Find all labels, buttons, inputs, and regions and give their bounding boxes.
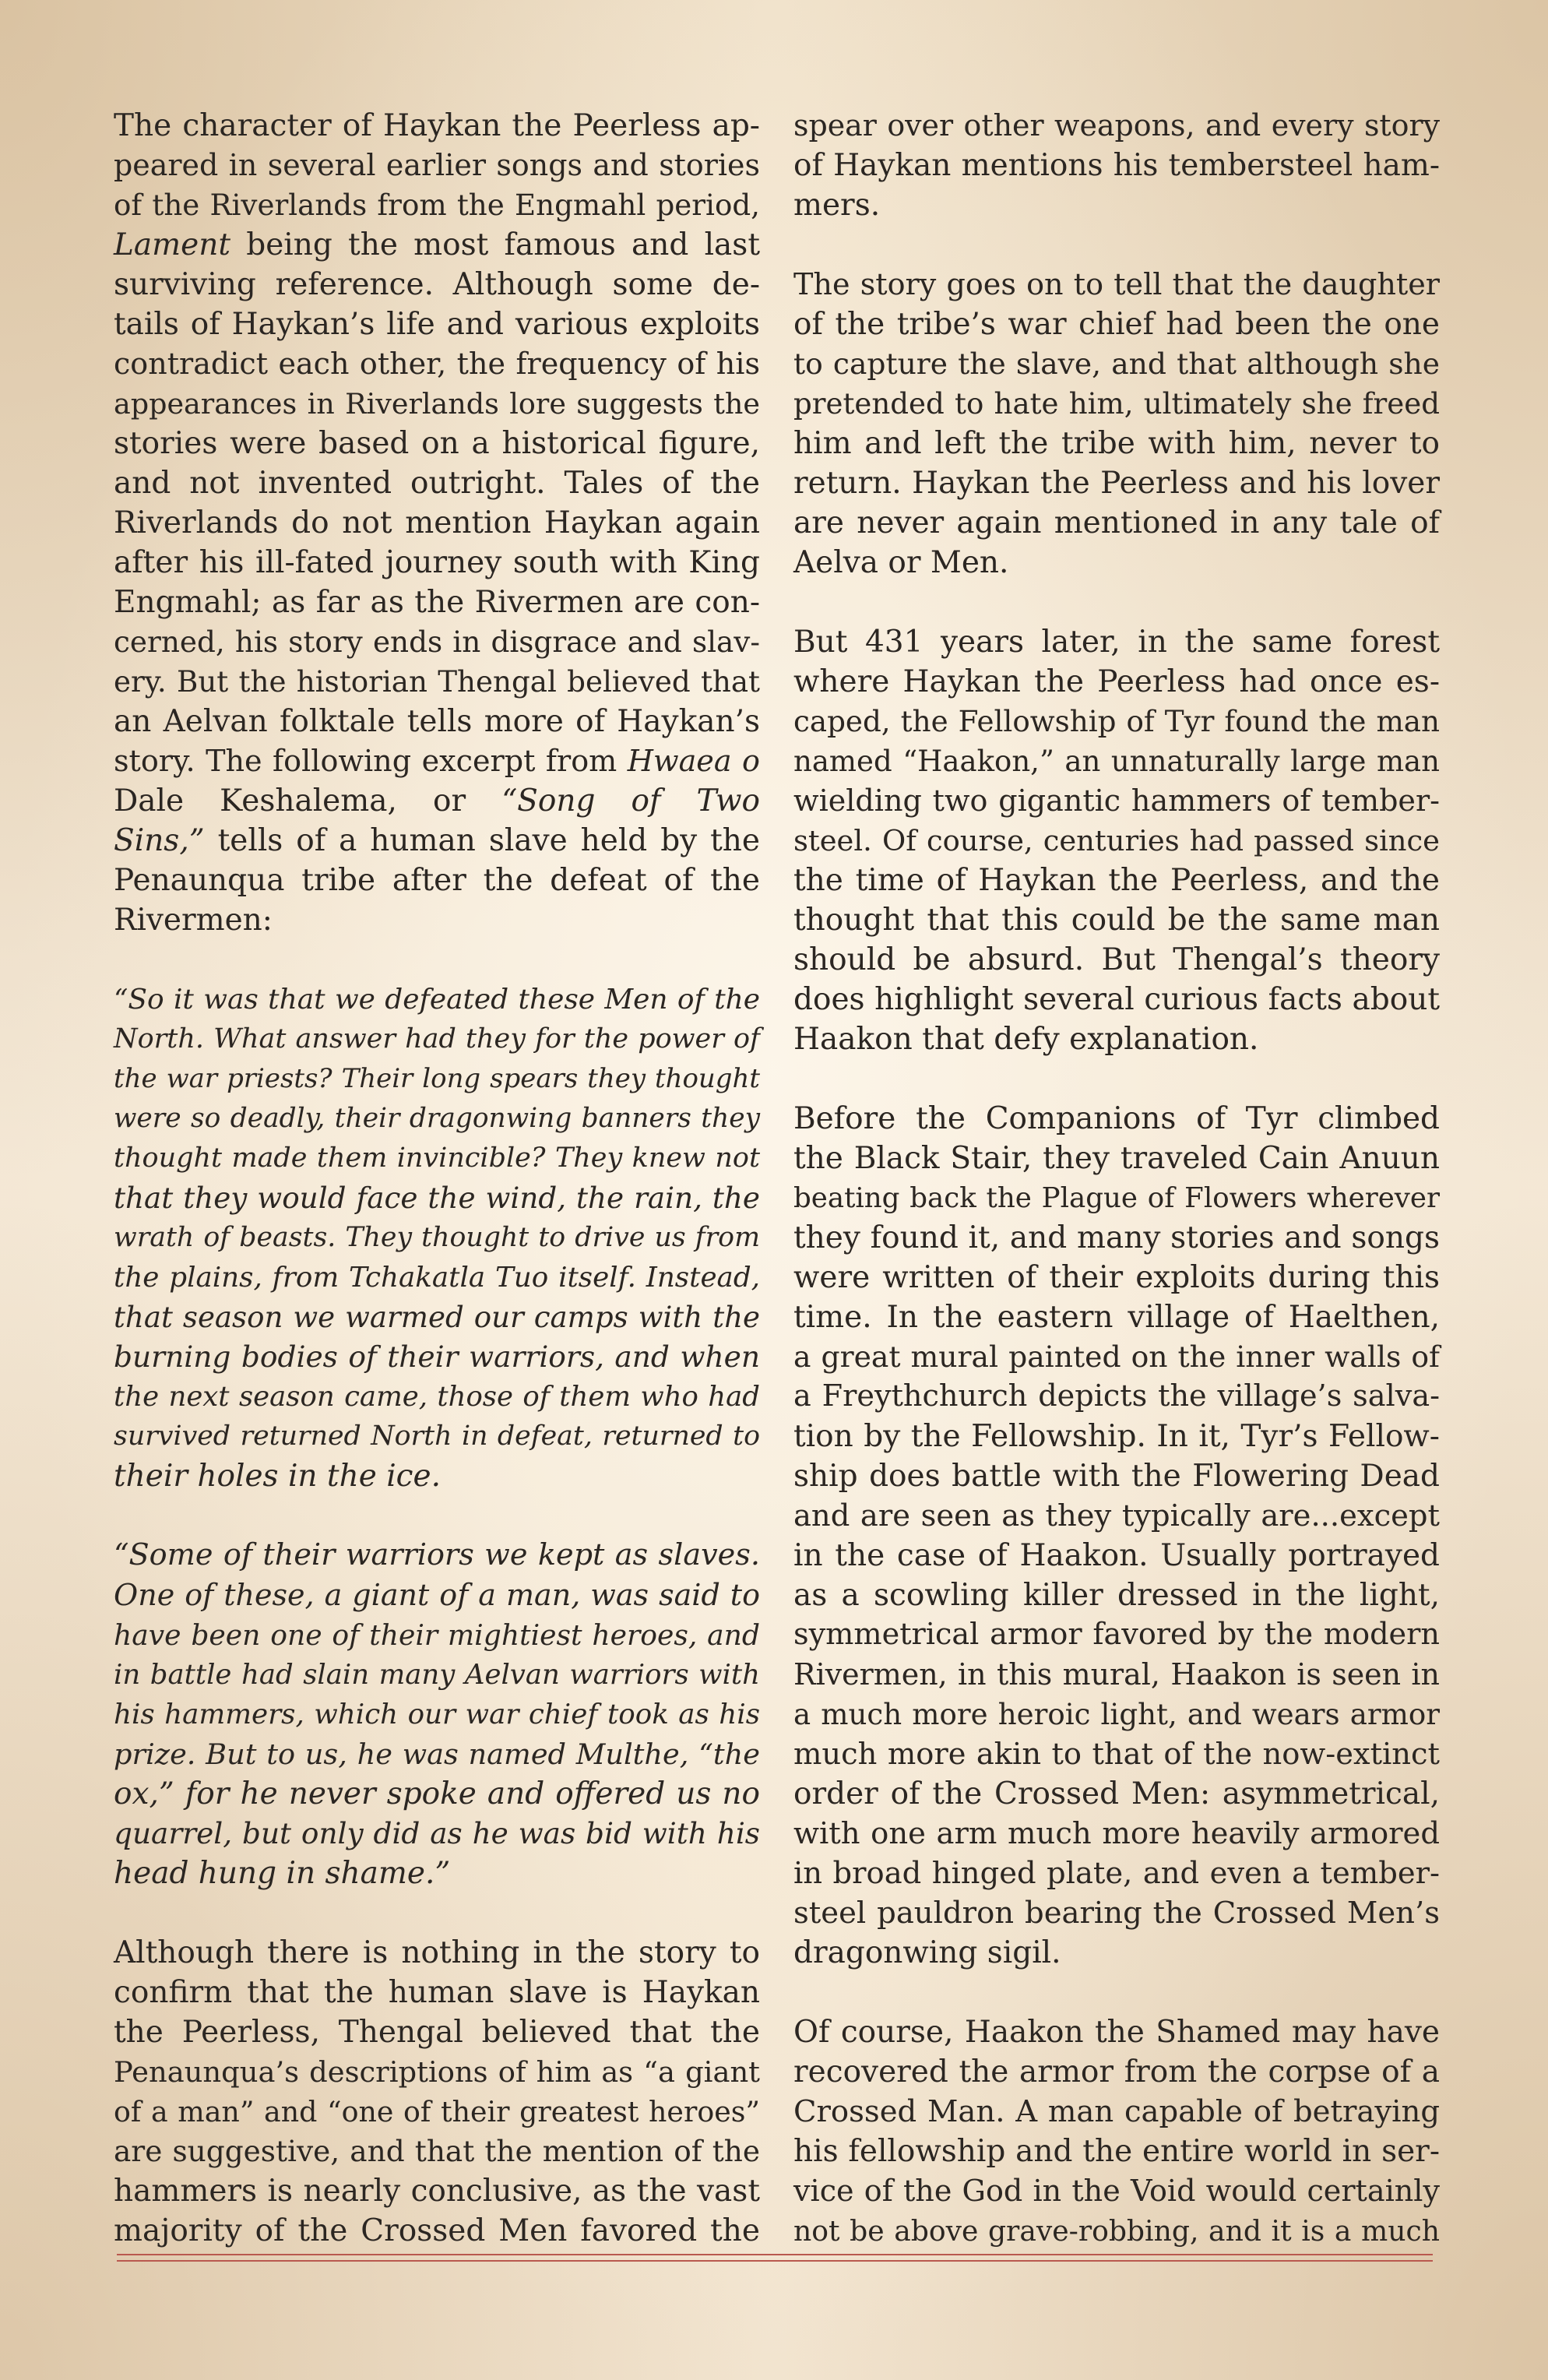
text-line: a Freythchurch depicts the village’s salva- bbox=[793, 1379, 1440, 1414]
text-line: were so deadly, their dragonwing banners they bbox=[114, 1103, 760, 1134]
text-line: survived returned North in defeat, returned to bbox=[114, 1421, 760, 1452]
text-line: Penaunqua’s descriptions of him as “a giant bbox=[114, 2055, 760, 2089]
text-line: the next season came, those of them who had bbox=[114, 1381, 760, 1413]
text-line: “Some of their warriors we kept as slaves. bbox=[114, 1538, 760, 1572]
text-line: peared in several earlier songs and stories bbox=[114, 148, 760, 182]
text-line: Engmahl; as far as the Rivermen are con- bbox=[114, 585, 760, 620]
text-line: pretended to hate him, ultimately she freed bbox=[793, 387, 1440, 421]
text-line: are suggestive, and that the mention of the bbox=[114, 2134, 760, 2168]
text-line: story. The following excerpt from Hwaea o bbox=[114, 744, 760, 778]
text-line: head hung in shame.” bbox=[114, 1856, 451, 1891]
text-line: Haakon that defy explanation. bbox=[793, 1022, 1259, 1057]
text-line: to capture the slave, and that although she bbox=[793, 347, 1440, 381]
text-line: and not invented outright. Tales of the bbox=[114, 466, 760, 501]
text-line: thought made them invincible? They knew not bbox=[114, 1142, 760, 1174]
text-line: where Haykan the Peerless had once es- bbox=[793, 664, 1440, 699]
text-line: Penaunqua tribe after the defeat of the bbox=[114, 863, 760, 898]
text-line: caped, the Fellowship of Tyr found the man bbox=[793, 704, 1440, 738]
text-line: the Peerless, Thengal believed that the bbox=[114, 2015, 760, 2050]
text-line: ery. But the historian Thengal believed that bbox=[114, 664, 760, 699]
text-line: the plains, from Tchakatla Tuo itself. Instead, bbox=[114, 1262, 760, 1294]
text-line: and are seen as they typically are...except bbox=[793, 1498, 1440, 1533]
text-line: of the Riverlands from the Engmahl period, bbox=[114, 188, 760, 222]
text-line: ox,” for he never spoke and offered us no bbox=[114, 1776, 760, 1811]
text-line: hammers is nearly conclusive, as the vast bbox=[114, 2174, 760, 2209]
text-line: tails of Haykan’s life and various exploits bbox=[114, 307, 760, 342]
text-line: Riverlands do not mention Haykan again bbox=[114, 505, 760, 540]
text-line: wrath of beasts. They thought to drive us from bbox=[114, 1222, 760, 1253]
text-line: have been one of their mightiest heroes, and bbox=[114, 1618, 760, 1652]
text-line: ship does battle with the Flowering Dead bbox=[793, 1459, 1440, 1494]
body-paragraph bbox=[793, 1099, 1440, 1973]
text-line: his fellowship and the entire world in ser- bbox=[793, 2134, 1440, 2169]
text-line: after his ill-fated journey south with King bbox=[114, 545, 760, 580]
text-line: North. What answer had they for the power of bbox=[114, 1023, 760, 1054]
text-line: steel. Of course, centuries had passed since bbox=[793, 824, 1440, 857]
text-line: quarrel, but only did as he was bid with his bbox=[114, 1816, 760, 1850]
text-line: One of these, a giant of a man, was said to bbox=[114, 1578, 760, 1612]
text-line: Rivermen, in this mural, Haakon is seen in bbox=[793, 1657, 1440, 1692]
text-line: of a man” and “one of their greatest heroes” bbox=[114, 2095, 760, 2128]
text-line: stories were based on a historical figure, bbox=[114, 426, 760, 461]
body-paragraph bbox=[793, 622, 1440, 1059]
block-quote bbox=[114, 980, 760, 1496]
text-line: are never again mentioned in any tale of bbox=[793, 505, 1440, 540]
text-line: him and left the tribe with him, never to bbox=[793, 426, 1440, 461]
text-line: return. Haykan the Peerless and his lover bbox=[793, 466, 1440, 501]
text-line: the war priests? Their long spears they thought bbox=[114, 1063, 760, 1094]
text-line: order of the Crossed Men: asymmetrical, bbox=[793, 1776, 1440, 1811]
text-line: his hammers, which our war chief took as his bbox=[114, 1699, 760, 1730]
body-paragraph bbox=[793, 265, 1440, 583]
text-line: Rivermen: bbox=[114, 903, 273, 938]
text-line: burning bodies of their warriors, and when bbox=[114, 1340, 760, 1374]
text-line: of the tribe’s war chief had been the one bbox=[793, 307, 1440, 342]
body-paragraph bbox=[114, 106, 760, 940]
text-line: they found it, and many stories and songs bbox=[793, 1220, 1440, 1255]
text-line: a great mural painted on the inner walls of bbox=[793, 1340, 1440, 1374]
text-line: tion by the Fellowship. In it, Tyr’s Fellow- bbox=[793, 1419, 1440, 1454]
text-line: recovered the armor from the corpse of a bbox=[793, 2054, 1440, 2090]
text-line: Of course, Haakon the Shamed may have bbox=[793, 2015, 1440, 2050]
text-line: not be above grave-robbing, and it is a much bbox=[793, 2214, 1440, 2248]
text-line: does highlight several curious facts about bbox=[793, 982, 1440, 1017]
text-line: vice of the God in the Void would certainly bbox=[793, 2174, 1440, 2208]
text-line: in the case of Haakon. Usually portrayed bbox=[793, 1538, 1440, 1573]
right-column bbox=[793, 106, 1440, 2290]
text-line: “So it was that we defeated these Men of the bbox=[114, 984, 760, 1016]
text-line: were written of their exploits during this bbox=[793, 1260, 1440, 1295]
left-column bbox=[114, 106, 760, 2290]
text-line: spear over other weapons, and every story bbox=[793, 108, 1440, 143]
body-paragraph bbox=[793, 2012, 1440, 2251]
text-line: But 431 years later, in the same forest bbox=[793, 625, 1440, 660]
text-line: much more akin to that of the now-extinct bbox=[793, 1737, 1440, 1772]
text-line: a much more heroic light, and wears armor bbox=[793, 1697, 1440, 1731]
text-line: of Haykan mentions his tembersteel ham- bbox=[793, 148, 1440, 183]
text-line: appearances in Riverlands lore suggests the bbox=[114, 387, 760, 421]
text-line: mers. bbox=[793, 188, 881, 223]
text-line: cerned, his story ends in disgrace and slav- bbox=[114, 625, 760, 659]
text-line: prize. But to us, he was named Multhe, “the bbox=[114, 1737, 760, 1771]
text-line: in broad hinged plate, and even a tember- bbox=[793, 1856, 1440, 1891]
text-line: Crossed Man. A man capable of betraying bbox=[793, 2094, 1440, 2129]
text-line: their holes in the ice. bbox=[114, 1459, 441, 1494]
text-line: beating back the Plague of Flowers wherever bbox=[793, 1182, 1440, 1214]
text-line: steel pauldron bearing the Crossed Men’s bbox=[793, 1896, 1440, 1931]
text-line: that season we warmed our camps with the bbox=[114, 1301, 760, 1334]
text-line: thought that this could be the same man bbox=[793, 903, 1440, 938]
text-line: surviving reference. Although some de- bbox=[114, 267, 760, 302]
text-line: confirm that the human slave is Haykan bbox=[114, 1975, 760, 2010]
text-line: an Aelvan folktale tells more of Haykan’s bbox=[114, 704, 760, 739]
text-line: The story goes on to tell that the daughter bbox=[793, 267, 1440, 301]
text-line: should be absurd. But Thengal’s theory bbox=[793, 942, 1440, 977]
text-line: Before the Companions of Tyr climbed bbox=[793, 1101, 1440, 1136]
text-line: named “Haakon,” an unnaturally large man bbox=[793, 745, 1440, 778]
footer-rule-top bbox=[117, 2254, 1433, 2255]
text-line: contradict each other, the frequency of his bbox=[114, 347, 760, 381]
text-line: with one arm much more heavily armored bbox=[793, 1816, 1440, 1851]
text-line: dragonwing sigil. bbox=[793, 1935, 1061, 1970]
text-line: time. In the eastern village of Haelthen, bbox=[793, 1300, 1440, 1335]
text-line: that they would face the wind, the rain, the bbox=[114, 1181, 760, 1215]
body-paragraph bbox=[793, 106, 1440, 225]
text-line: the Black Stair, they traveled Cain Anuun bbox=[793, 1141, 1440, 1176]
text-line: as a scowling killer dressed in the light, bbox=[793, 1578, 1440, 1613]
footer-rule-bottom bbox=[117, 2260, 1433, 2262]
text-line: Sins,” tells of a human slave held by the bbox=[114, 823, 760, 858]
text-line: Aelva or Men. bbox=[793, 545, 1009, 580]
text-line: Although there is nothing in the story to bbox=[114, 1935, 760, 1970]
body-paragraph bbox=[114, 1933, 760, 2251]
text-line: Lament being the most famous and last bbox=[114, 227, 760, 262]
text-line: the time of Haykan the Peerless, and the bbox=[793, 863, 1440, 898]
text-line: majority of the Crossed Men favored the bbox=[114, 2213, 760, 2248]
text-line: The character of Haykan the Peerless ap- bbox=[114, 108, 760, 143]
text-line: Dale Keshalema, or “Song of Two bbox=[114, 783, 760, 819]
text-line: wielding two gigantic hammers of tember- bbox=[793, 783, 1440, 818]
text-line: in battle had slain many Aelvan warriors with bbox=[114, 1659, 760, 1691]
block-quote bbox=[114, 1536, 760, 1893]
text-line: symmetrical armor favored by the modern bbox=[793, 1618, 1440, 1652]
